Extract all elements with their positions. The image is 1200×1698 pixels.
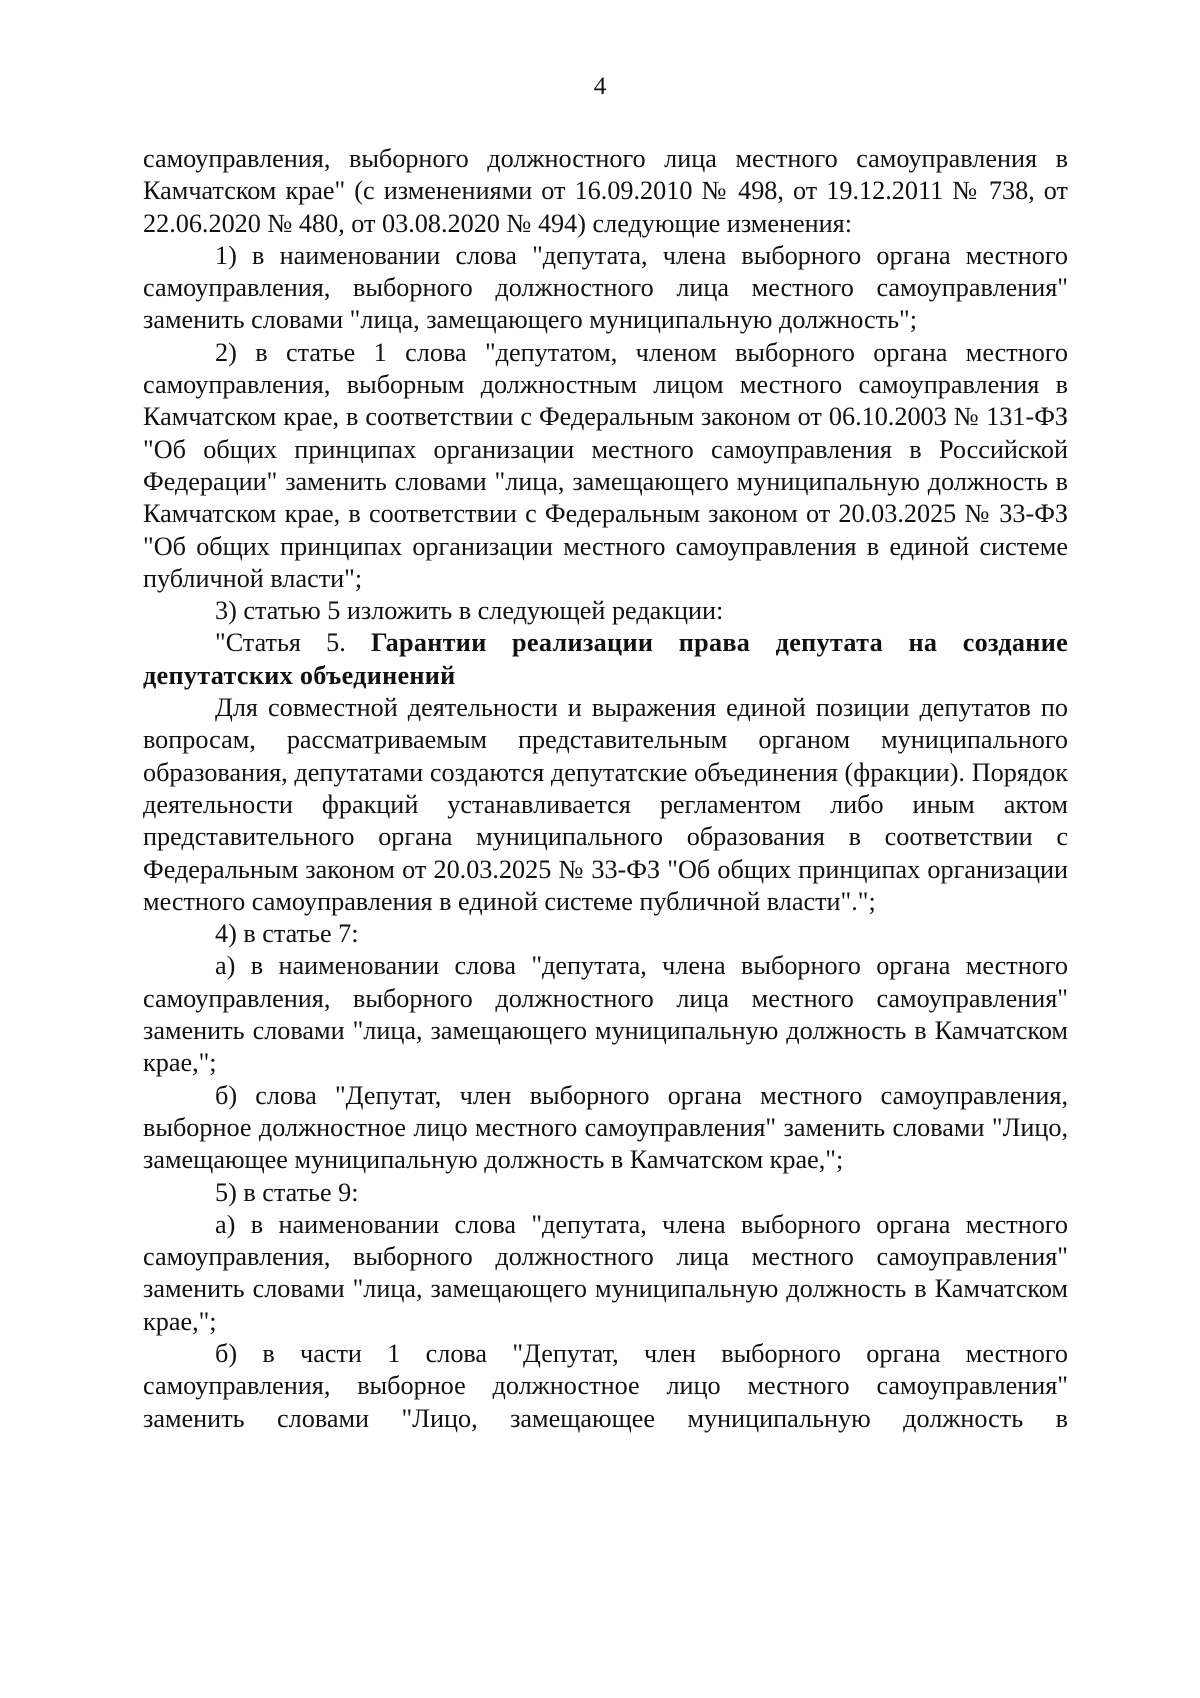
paragraph-continuation: самоуправления, выборного должностного лица местного самоуправления в Камчатском крае" (с изменениями от 16.09.2010 № 498, от 19.12.2011 № 738, от 22.06.2020 № 480, от 03.08.2020 № 494) следующие изменения: bbox=[143, 144, 1068, 238]
paragraph-item-4: 4) в статье 7: bbox=[215, 919, 359, 949]
paragraph-item-4a: а) в наименовании слова "депутата, члена выборного органа местного самоуправления, выборного должностного лица местного самоуправления" заменить словами "лица, замещающего муниципальную должность в Камчатском крае,"; bbox=[143, 951, 1068, 1078]
paragraph-item-5b: б) в части 1 слова "Депутат, член выборного органа местного самоуправления, выборное должностное лицо местного самоуправления" заменить словами "Лицо, замещающее муниципальную должность в bbox=[143, 1338, 1068, 1433]
paragraph-item-1: 1) в наименовании слова "депутата, члена выборного органа местного самоуправления, выборного должностного лица местного самоуправления" заменить словами "лица, замещающего муниципальную должность"; bbox=[143, 240, 1068, 335]
document-body bbox=[143, 143, 1068, 1435]
article-5-heading bbox=[143, 627, 1068, 692]
article-5-prefix: "Статья 5. bbox=[215, 628, 371, 658]
paragraph-item-5: 5) в статье 9: bbox=[215, 1177, 359, 1207]
page-number: 4 bbox=[593, 73, 607, 100]
paragraph-item-3: 3) статью 5 изложить в следующей редакции: bbox=[215, 596, 724, 626]
paragraph-item-5a: а) в наименовании слова "депутата, члена выборного органа местного самоуправления, выборного должностного лица местного самоуправления" заменить словами "лица, замещающего муниципальную должность в Камчатском крае,"; bbox=[143, 1209, 1068, 1336]
article-5-title: Гарантии реализации права депутата на создание депутатских объединений bbox=[143, 628, 1069, 690]
paragraph-item-2: 2) в статье 1 слова "депутатом, членом выборного органа местного самоуправления, выборным должностным лицом местного самоуправления в Камчатском крае, в соответствии с Федеральным законом от 06.10.2003 № 131-ФЗ "Об общих принципах организации местного самоуправления в Российской Федерации" заменить словами "лица, замещающего муниципальную должность в Камчатском крае, в соответствии с Федеральным законом от 20.03.2025 № 33-ФЗ "Об общих принципах организации местного самоуправления в единой системе публичной власти"; bbox=[143, 337, 1068, 593]
article-5-body: Для совместной деятельности и выражения единой позиции депутатов по вопросам, рассматриваемым представительным органом муниципального образования, депутатами создаются депутатские объединения (фракции). Порядок деятельности фракций устанавливается регламентом либо иным актом представительного органа муниципального образования в соответствии с Федеральным законом от 20.03.2025 № 33-ФЗ "Об общих принципах организации местного самоуправления в единой системе публичной власти"."; bbox=[143, 693, 1068, 916]
paragraph-item-4b: б) слова "Депутат, член выборного органа местного самоуправления, выборное должностное лицо местного самоуправления" заменить словами "Лицо, замещающее муниципальную должность в Камчатском крае,"; bbox=[143, 1080, 1068, 1175]
